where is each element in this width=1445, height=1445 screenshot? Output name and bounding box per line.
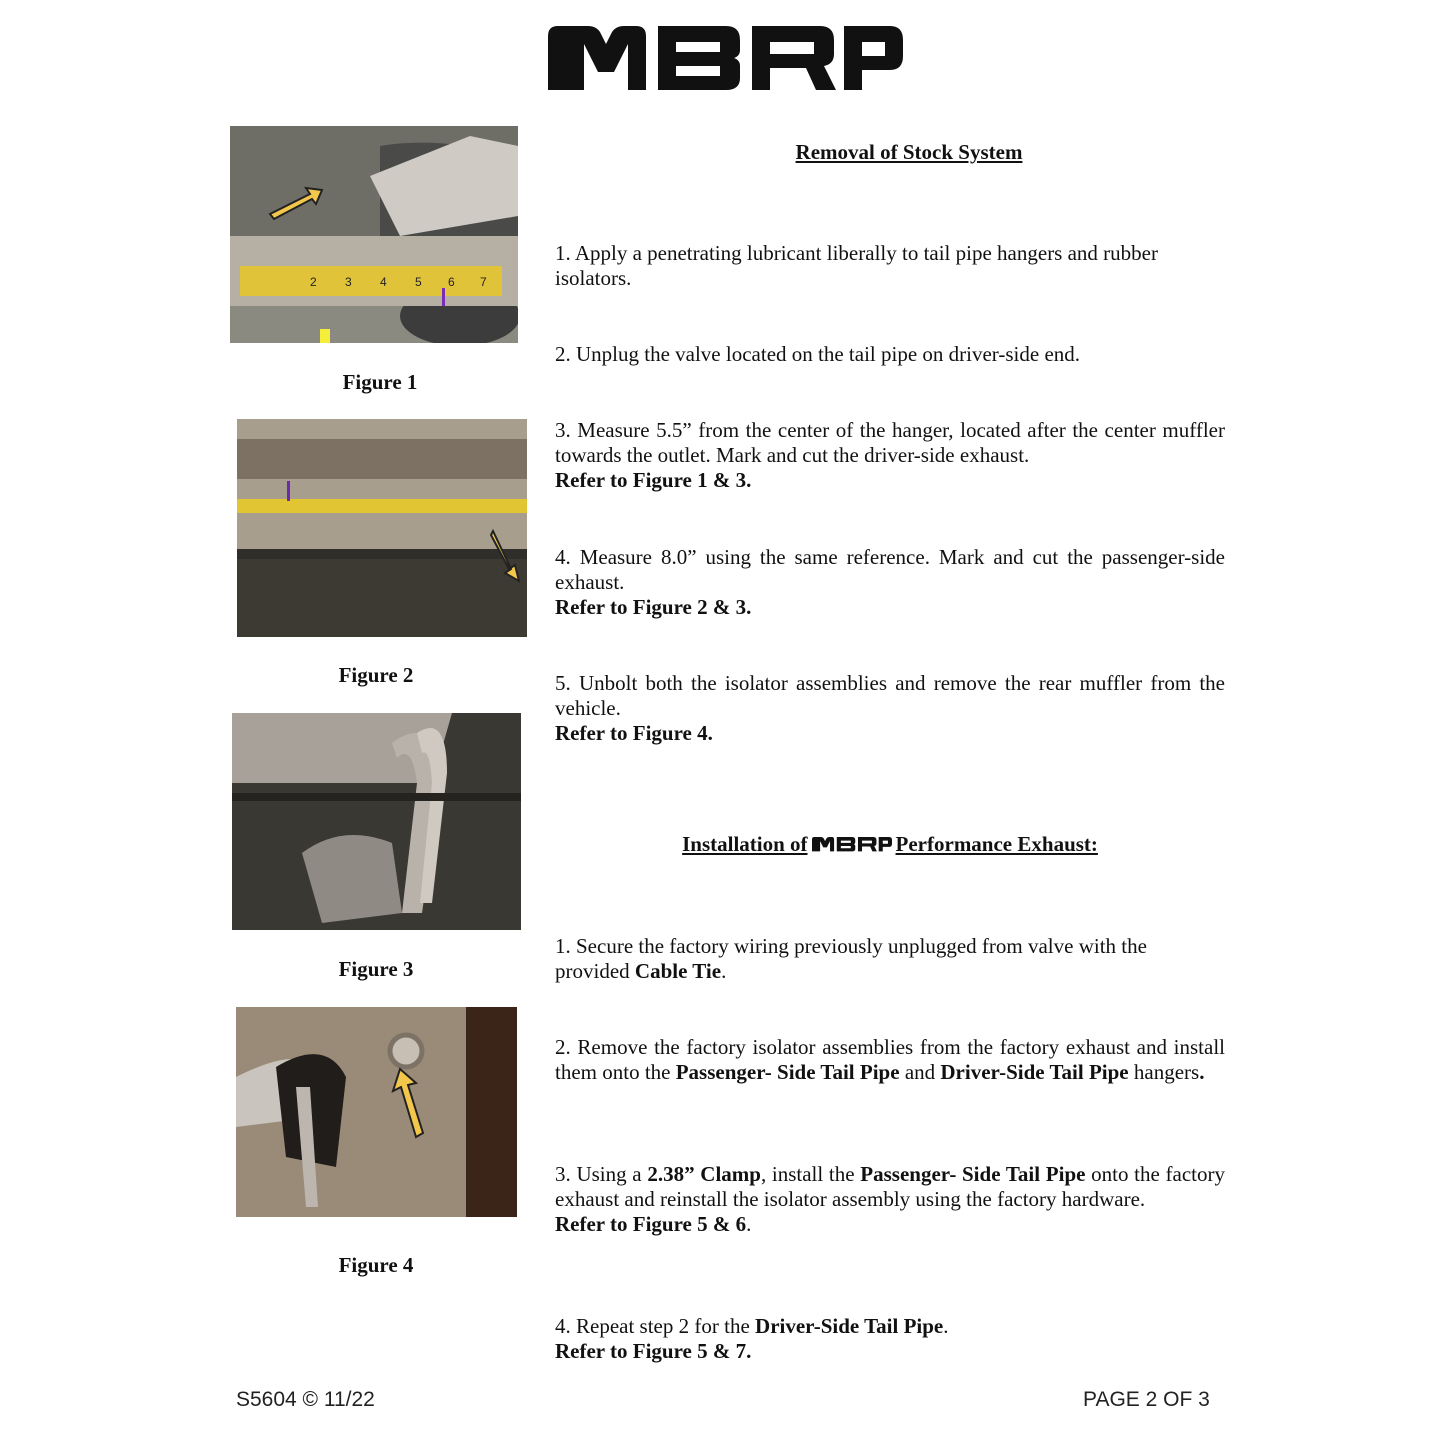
footer-page-number: PAGE 2 OF 3 [1083, 1388, 1210, 1411]
removal-heading: Removal of Stock System [795, 140, 1023, 164]
figure-3-caption: Figure 3 [338, 957, 414, 981]
removal-step-5-ref: Refer to Figure 4. [555, 721, 713, 745]
figure-4-caption: Figure 4 [338, 1253, 414, 1277]
install-step-1 [555, 934, 1225, 984]
removal-step-1-text: 1. Apply a penetrating lubricant liberally to tail pipe hangers and rubber isolators. [555, 241, 1158, 290]
install-step-4-text: 4. Repeat step 2 for the [555, 1314, 756, 1338]
install-step-3-mid: , install the [760, 1162, 861, 1186]
removal-step-3-text: 3. Measure 5.5” from the center of the hanger, located after the center muffler towards the outlet. Mark and cut the driver-side exhaust. [555, 418, 1225, 467]
figure-1-photo [230, 126, 518, 343]
install-step-1-bold: Cable Tie [634, 959, 722, 983]
footer-doc-code: S5604 © 11/22 [236, 1388, 375, 1411]
install-step-3-text: 3. Using a [555, 1162, 648, 1186]
install-step-3-ref [555, 1212, 1225, 1237]
figure-3-photo [232, 713, 521, 930]
figure-4-photo [236, 1007, 517, 1217]
install-step-1-text: 1. Secure the factory wiring previously unplugged from valve with the provided [555, 934, 1147, 983]
removal-step-5 [555, 671, 1225, 746]
install-step-2-text: 2. Remove the factory isolator assemblies from the factory exhaust and install them onto the [555, 1035, 1225, 1084]
mbrp-logo [548, 22, 903, 92]
removal-step-3 [555, 418, 1225, 493]
svg-text:6: 6 [448, 275, 455, 289]
install-step-4 [555, 1314, 1225, 1364]
figure-2-photo [237, 419, 527, 637]
svg-text:4: 4 [380, 275, 387, 289]
installation-heading-before: Installation of [682, 832, 808, 856]
svg-text:7: 7 [480, 275, 487, 289]
installation-heading [630, 832, 1150, 857]
install-step-2 [555, 1035, 1225, 1085]
svg-text:5: 5 [415, 275, 422, 289]
install-step-4-end: . [943, 1314, 949, 1338]
install-step-4-bold: Driver-Side Tail Pipe [755, 1314, 944, 1338]
install-step-3-bold-1: 2.38” Clamp [647, 1162, 761, 1186]
install-step-1-end: . [721, 959, 727, 983]
install-step-4-ref: Refer to Figure 5 & 7. [555, 1339, 752, 1363]
install-step-3-ref-text: Refer to Figure 5 & 6 [555, 1212, 747, 1236]
install-step-3-ref-end: . [746, 1212, 752, 1236]
install-step-3-bold-2: Passenger- Side Tail Pipe [860, 1162, 1086, 1186]
install-step-2-bold-1: Passenger- Side Tail Pipe [675, 1060, 900, 1084]
install-step-2-end: . [1199, 1060, 1205, 1084]
removal-step-4-ref: Refer to Figure 2 & 3. [555, 595, 752, 619]
figure-1-caption: Figure 1 [342, 370, 418, 394]
figure-2-caption: Figure 2 [338, 663, 414, 687]
removal-step-4-text: 4. Measure 8.0” using the same reference. Mark and cut the passenger-side exhaust. [555, 545, 1225, 594]
install-step-2-post: hangers [1128, 1060, 1200, 1084]
mbrp-inline-logo [812, 835, 892, 853]
removal-step-2-text: 2. Unplug the valve located on the tail pipe on driver-side end. [555, 342, 1081, 366]
removal-step-1 [555, 241, 1225, 291]
svg-text:3: 3 [345, 275, 352, 289]
install-step-2-bold-2: Driver-Side Tail Pipe [940, 1060, 1129, 1084]
svg-text:2: 2 [310, 275, 317, 289]
install-step-2-mid: and [899, 1060, 941, 1084]
install-step-3-post: onto the factory exhaust and reinstall the isolator assembly using the factory hardware. [555, 1162, 1225, 1211]
removal-step-3-ref: Refer to Figure 1 & 3. [555, 468, 752, 492]
removal-step-2 [555, 342, 1225, 367]
installation-heading-after: Performance Exhaust: [895, 832, 1098, 856]
install-step-3 [555, 1162, 1225, 1237]
removal-step-5-text: 5. Unbolt both the isolator assemblies and remove the rear muffler from the vehicle. [555, 671, 1225, 720]
removal-step-4 [555, 545, 1225, 620]
